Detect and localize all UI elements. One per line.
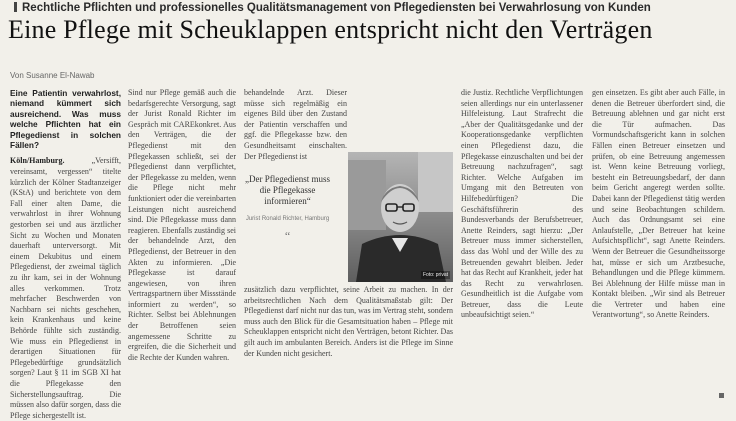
quote-mark-icon: “ (284, 229, 291, 243)
body-text: zusätzlich dazu verpflichtet, seine Arbeit zu machen. In der arbeitsrechtlichen Nach dem Qualitätsmaßstab gilt: Der Pflegedienst darf nicht nur das tun, was im Vertrag steht, sondern muss auch den Blick für die Gesamtsituation haben – Pflege mit Scheuklappen entspricht nicht den Verträgen, betont Richter. Das gilt auch im ambulanten Bereich. Anders ist die Pflege im Sinne der Kunden nicht gesichert. (244, 285, 453, 358)
article-kicker (14, 2, 726, 14)
column-1 (10, 88, 121, 420)
column-4 (461, 88, 583, 402)
kicker-text: Rechtliche Pflichten und professionelles Qualitätsmanagement von Pflegediensten bei Verwahrlosung von Kunden (22, 2, 651, 14)
body-text: „Versifft, vereinsamt, vergessen“ titelte kürzlich der Kölner Stadtanzeiger (KStA) und berichtete von dem Fall einer alten Dame, die verwahrlost in ihrer Wohnung gestorben sei und aus ärztlicher Sicht zu Wochen und Monaten dauerhaft unterversorgt. Mit einem Dekubitus und einem Pflegedienst, der zweimal täglich zu ihr kam, sei in der Wohnung alles verkommen. Trotz mehrfacher Beschwerden von Nachbarn sei nichts geschehen, kein Krankenhaus und keine Behörde fühlte sich zuständig. Wie muss ein Pflegedienst in derartigen Situationen für Pflegebedürftige grundsätzlich sorgen? Laut § 11 im SGB XI hat die Pflegekasse den Sicherstellungsauftrag. Die müssen also dafür sorgen, dass die Pflege sichergestellt ist. (10, 156, 121, 420)
photo-caption: Foto: privat (422, 272, 448, 278)
portrait-photo (348, 152, 453, 282)
byline: Von Susanne El-Nawab (10, 71, 95, 80)
location-label: Köln/Hamburg. (10, 156, 65, 166)
column-2 (128, 88, 236, 402)
pull-quote-source: Jurist Ronald Richter, Hamburg (245, 216, 330, 222)
column-3-top (244, 88, 347, 161)
body-text: die Justiz. Rechtliche Verpflichtungen seien allerdings nur ein unterlassener Hilfeleistung. Laut Strafrecht die „Aber der Qualitätsgedanke und der Kooperationsgedanke verpflichten einen Pflegedienst dazu, die Pflegekasse einzuschalten und bei der Betreuung nachzufragen“, sagt Richter. Welche Aufgaben im Umgang mit den Betreuten von Hilfebedürftigen? Die Geschäftsführerin des Bundesverbands der Berufsbetreuer, Anette Reinders, sagt hierzu: „Der Betreuer muss immer sicherstellen, dass das Wohl und der Wille des zu Betreuenden gewahrt bleiben. Jeder hat das Recht auf Krankheit, jeder hat das Recht zu verwahrlosen. Gesundheitlich ist die Aufgabe vom Betreuer, dass die Leute unbeaufsichtigt seien.“ (461, 88, 583, 320)
article-headline: Eine Pflege mit Scheuklappen entspricht nicht den Verträgen (8, 15, 653, 44)
body-text: behandelnde Arzt. Dieser müsse sich regelmäßig ein eigenes Bild über den Zustand der Patientin verschaffen und ggf. die Pflegekasse bzw. den Gesundheitsamt einschalten. Der Pflegedienst ist (244, 88, 347, 161)
pull-quote: „Der Pflegedienst muss die Pflegekasse informieren“ (245, 174, 330, 206)
body-text: gen einsetzen. Es gibt aber auch Fälle, in denen die Betreuer überfordert sind, die Betreuung ablehnen und gar nicht erst die Tür aufmachen. Das Vormundschaftsgericht kann in solchen Fällen einen Betreuer einsetzen und prüfen, ob eine Betreuung angemessen ist. Wenn keine Betreuung vorliegt, besteht ein Betreuungsbedarf, der dann beim Gericht angeregt werden sollte. Dabei kann der Pflegedienst tätig werden und seine Beobachtungen schildern. Auch das Ordnungsamt sei eine Anlaufstelle, „Der Betreuer hat keine Aufsichtspflicht“, sagt Anette Reinders. Wenn der Betreuer die Gesundheitssorge hat, müsse er sich um Arztbesuche, Behandlungen und die Pflege kümmern. Bei Ablehnung der Hilfe müsse man in Kontakt bleiben. „Wir sind als Betreuer die Vertreter und haben eine Verantwortung“, so Anette Reinders. (592, 88, 725, 320)
quote-box (239, 152, 336, 272)
column-3-4-bottom (244, 285, 453, 402)
kicker-bar-icon (14, 2, 17, 12)
body-text: Sind nur Pflege gemäß auch die bedarfsgerechte Versorgung, sagt der Jurist Ronald Richter im Gespräch mit CAREkonkret. Aus den Verträgen, die der Pflegedienst mit den Pflegekassen schließt, sei der Pflegedienst dann verpflichtet, der Pflegekasse zu melden, wenn die Pflege nicht mehr funktioniert oder die vereinbarten Leistungen nicht ausreichend sind. Die Pflegekasse muss dann reagieren. Ebenfalls zuständig sei der behandelnde Arzt, den Pflegedienst, der Betreuer in den Akten zu informieren. „Die Pflegekasse ist darauf angewiesen, von ihren Vertragspartnern über Missstände informiert zu werden“, so Richter. Selbst bei Ablehnungen der Betroffenen seien angemessene Schritte zu ergreifen, die die Sicherheit und die Rechte der Kunden wahren. (128, 88, 236, 362)
portrait-image (348, 152, 453, 282)
body-paragraph (10, 156, 121, 421)
column-5 (592, 88, 725, 391)
end-mark-icon (719, 393, 724, 398)
lead-paragraph: Eine Patientin verwahrlost, niemand kümmert sich ausreichend. Was muss welche Pflichten hat ein Pflegedienst in solchen Fällen? (10, 88, 121, 151)
